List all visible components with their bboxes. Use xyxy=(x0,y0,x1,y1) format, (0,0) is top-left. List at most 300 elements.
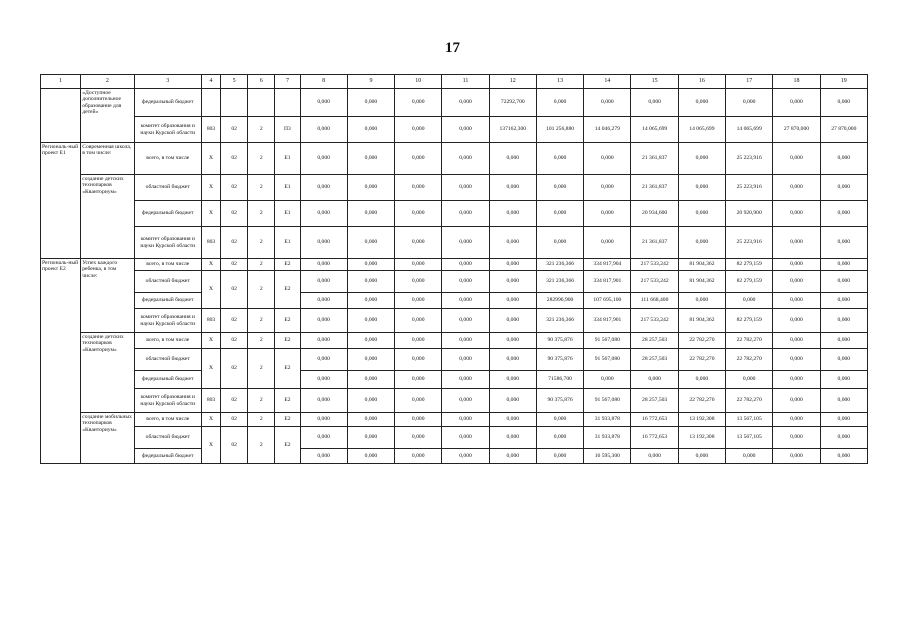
table-cell: Х xyxy=(201,201,220,227)
table-cell: федеральный бюджет xyxy=(134,201,201,227)
table-cell: 0,000 xyxy=(395,143,442,175)
table-cell: 0,000 xyxy=(726,449,773,464)
table-cell: Е2 xyxy=(275,427,300,464)
table-cell: 0,000 xyxy=(300,449,347,464)
table-cell: 0,000 xyxy=(395,309,442,333)
table-cell: 0,000 xyxy=(773,271,820,293)
table-cell: Е2 xyxy=(275,413,300,427)
table-cell: 0,000 xyxy=(489,349,536,371)
table-cell xyxy=(275,89,300,117)
table-cell: Х xyxy=(201,413,220,427)
table-cell: 0,000 xyxy=(820,371,867,389)
table-cell: 22 782,270 xyxy=(678,333,725,349)
table-cell: 0,000 xyxy=(442,309,489,333)
table-cell: 282996,900 xyxy=(536,293,583,309)
table-cell: 02 xyxy=(221,259,248,271)
table-cell: 0,000 xyxy=(678,371,725,389)
table-cell: Е1 xyxy=(275,201,300,227)
table-cell: 0,000 xyxy=(773,309,820,333)
table-cell: 0,000 xyxy=(300,389,347,413)
table-cell: 0,000 xyxy=(536,89,583,117)
table-cell: создание детских технопарков «Кванториум» xyxy=(81,333,134,413)
table-cell: 2 xyxy=(248,333,275,349)
table-cell: комитет образования и науки Курской области xyxy=(134,309,201,333)
table-cell: 02 xyxy=(221,117,248,143)
table-cell: 0,000 xyxy=(820,201,867,227)
table-cell xyxy=(221,89,248,117)
table-cell: «Доступное дополнительное образование для детей» xyxy=(81,89,134,143)
table-cell: 82 279,159 xyxy=(726,271,773,293)
table-cell: Е1 xyxy=(275,175,300,201)
table-cell: 0,000 xyxy=(395,201,442,227)
table-cell: областной бюджет xyxy=(134,271,201,293)
table-cell: 0,000 xyxy=(773,333,820,349)
column-header: 15 xyxy=(631,75,678,89)
table-cell: комитет образования и науки Курской области xyxy=(134,117,201,143)
table-cell: 13 192,308 xyxy=(678,427,725,449)
table-cell: 0,000 xyxy=(395,89,442,117)
table-cell: 2 xyxy=(248,427,275,464)
column-header: 18 xyxy=(773,75,820,89)
table-cell: 217 533,242 xyxy=(631,309,678,333)
table-cell: 0,000 xyxy=(395,227,442,259)
table-cell: Современная школа, в том числе: xyxy=(81,143,134,175)
table-cell: всего, в том числе xyxy=(134,413,201,427)
table-cell: 02 xyxy=(221,175,248,201)
column-header: 14 xyxy=(584,75,631,89)
table-cell: 0,000 xyxy=(442,271,489,293)
table-cell: 0,000 xyxy=(678,227,725,259)
table-cell: 25 223,916 xyxy=(726,227,773,259)
table-cell: 27 870,000 xyxy=(773,117,820,143)
table-cell: 21 361,837 xyxy=(631,227,678,259)
table-cell: 0,000 xyxy=(442,427,489,449)
table-cell: 2 xyxy=(248,309,275,333)
table-row xyxy=(41,371,868,389)
table-cell: 111 668,400 xyxy=(631,293,678,309)
table-cell: 02 xyxy=(221,349,248,389)
table-cell: 02 xyxy=(221,333,248,349)
table-cell: 0,000 xyxy=(489,175,536,201)
table-cell: 0,000 xyxy=(726,293,773,309)
table-cell: 0,000 xyxy=(300,293,347,309)
table-cell: 0,000 xyxy=(300,271,347,293)
table-cell: 101 256,880 xyxy=(536,117,583,143)
table-cell: 25 223,916 xyxy=(726,143,773,175)
table-cell: 02 xyxy=(221,427,248,464)
column-header: 4 xyxy=(201,75,220,89)
column-header: 19 xyxy=(820,75,867,89)
table-cell: 0,000 xyxy=(489,271,536,293)
table-cell: 0,000 xyxy=(820,227,867,259)
table-cell: 2 xyxy=(248,349,275,389)
table-cell: 0,000 xyxy=(820,449,867,464)
table-cell: 0,000 xyxy=(442,413,489,427)
table-cell: 0,000 xyxy=(300,427,347,449)
table-cell: областной бюджет xyxy=(134,175,201,201)
table-cell: 0,000 xyxy=(773,389,820,413)
table-cell: 803 xyxy=(201,309,220,333)
page-number: 17 xyxy=(445,40,460,56)
table-cell: 0,000 xyxy=(442,175,489,201)
table-cell: 2 xyxy=(248,143,275,175)
table-cell: 0,000 xyxy=(442,227,489,259)
table-cell: Е2 xyxy=(275,333,300,349)
table-cell: 0,000 xyxy=(347,427,394,449)
table-cell: 0,000 xyxy=(773,175,820,201)
table-cell: 0,000 xyxy=(300,349,347,371)
table-cell: 0,000 xyxy=(347,389,394,413)
table-cell: 0,000 xyxy=(300,309,347,333)
table-cell: 0,000 xyxy=(489,227,536,259)
table-cell: 0,000 xyxy=(678,89,725,117)
table-cell: 0,000 xyxy=(631,371,678,389)
table-cell: 81 904,362 xyxy=(678,259,725,271)
table-cell: 0,000 xyxy=(536,449,583,464)
table-row xyxy=(41,427,868,449)
table-cell: федеральный бюджет xyxy=(134,89,201,117)
table-cell: 2 xyxy=(248,175,275,201)
table-cell: Е2 xyxy=(275,389,300,413)
table-cell: Е1 xyxy=(275,143,300,175)
table-cell: 02 xyxy=(221,271,248,309)
table-cell: 0,000 xyxy=(347,89,394,117)
column-header: 1 xyxy=(41,75,81,89)
table-cell: 0,000 xyxy=(536,427,583,449)
table-cell: 0,000 xyxy=(395,333,442,349)
table-cell: 0,000 xyxy=(300,413,347,427)
table-cell: 0,000 xyxy=(489,427,536,449)
table-cell: 0,000 xyxy=(442,371,489,389)
table-cell: 0,000 xyxy=(820,259,867,271)
table-cell: Е1 xyxy=(275,227,300,259)
table-cell: 02 xyxy=(221,143,248,175)
table-cell: 0,000 xyxy=(773,259,820,271)
table-cell: 0,000 xyxy=(584,143,631,175)
table-cell: Х xyxy=(201,259,220,271)
table-cell: 0,000 xyxy=(442,293,489,309)
table-cell: 0,000 xyxy=(442,333,489,349)
table-row xyxy=(41,333,868,349)
table-cell: 0,000 xyxy=(489,389,536,413)
column-header: 17 xyxy=(726,75,773,89)
table-cell: 0,000 xyxy=(773,143,820,175)
table-cell: 02 xyxy=(221,227,248,259)
table-cell: 0,000 xyxy=(678,449,725,464)
table-cell: 0,000 xyxy=(820,389,867,413)
table-cell xyxy=(201,89,220,117)
table-cell: 71586,700 xyxy=(536,371,583,389)
table-cell: 217 533,242 xyxy=(631,259,678,271)
table-cell: 0,000 xyxy=(347,117,394,143)
table-cell: 22 782,270 xyxy=(726,389,773,413)
table-cell: 0,000 xyxy=(347,271,394,293)
table-cell: 22 782,270 xyxy=(726,349,773,371)
column-header: 13 xyxy=(536,75,583,89)
table-cell: 13 567,105 xyxy=(726,413,773,427)
column-header: 6 xyxy=(248,75,275,89)
table-cell: 0,000 xyxy=(300,333,347,349)
table-cell xyxy=(248,89,275,117)
table-row xyxy=(41,89,868,117)
table-cell: 2 xyxy=(248,117,275,143)
table-cell: 0,000 xyxy=(773,227,820,259)
table-cell: 14 065,699 xyxy=(631,117,678,143)
table-cell: 02 xyxy=(221,201,248,227)
table-cell: Успех каждого ребенка, в том числе: xyxy=(81,259,134,333)
table-cell: 0,000 xyxy=(584,89,631,117)
table-cell: 90 375,876 xyxy=(536,389,583,413)
table-cell: 20 934,600 xyxy=(631,201,678,227)
table-cell: 0,000 xyxy=(820,293,867,309)
table-cell: 0,000 xyxy=(347,143,394,175)
table-cell: 14 065,699 xyxy=(726,117,773,143)
table-cell: 0,000 xyxy=(820,271,867,293)
table-cell: 0,000 xyxy=(726,89,773,117)
table-cell: 0,000 xyxy=(300,371,347,389)
table-cell: 28 257,503 xyxy=(631,333,678,349)
table-cell: Х xyxy=(201,427,220,464)
table-row xyxy=(41,227,868,259)
table-cell: 21 361,837 xyxy=(631,175,678,201)
table-cell: Е2 xyxy=(275,259,300,271)
table-cell: 0,000 xyxy=(442,349,489,371)
table-cell: 82 279,159 xyxy=(726,259,773,271)
table-cell: 0,000 xyxy=(820,89,867,117)
table-cell: 321 236,366 xyxy=(536,309,583,333)
table-cell: 0,000 xyxy=(489,371,536,389)
table-cell: 0,000 xyxy=(395,371,442,389)
table-cell: 0,000 xyxy=(584,201,631,227)
table-cell: 0,000 xyxy=(678,293,725,309)
table-cell: 31 933,878 xyxy=(584,413,631,427)
table-cell: 0,000 xyxy=(395,449,442,464)
table-cell: всего, в том числе xyxy=(134,143,201,175)
table-row xyxy=(41,117,868,143)
table-cell: 0,000 xyxy=(347,175,394,201)
table-cell: 22 782,270 xyxy=(726,333,773,349)
table-cell: 0,000 xyxy=(347,259,394,271)
table-cell: создание детских технопарков «Кванториум» xyxy=(81,175,134,259)
table-row xyxy=(41,271,868,293)
table-cell: 91 567,080 xyxy=(584,333,631,349)
table-cell: 0,000 xyxy=(489,201,536,227)
table-cell: 0,000 xyxy=(773,89,820,117)
table-cell: 0,000 xyxy=(442,117,489,143)
table-row xyxy=(41,449,868,464)
table-cell: 0,000 xyxy=(442,201,489,227)
table-cell: Е2 xyxy=(275,349,300,389)
table-cell: Х xyxy=(201,349,220,389)
table-cell: 0,000 xyxy=(300,259,347,271)
table-cell: Х xyxy=(201,271,220,309)
table-cell: создание мобильных технопарков «Кванториум» xyxy=(81,413,134,464)
table-cell: 0,000 xyxy=(773,413,820,427)
table-cell: 137162,300 xyxy=(489,117,536,143)
table-cell: 0,000 xyxy=(395,259,442,271)
table-cell: 02 xyxy=(221,413,248,427)
column-header: 12 xyxy=(489,75,536,89)
table-cell: 02 xyxy=(221,389,248,413)
table-cell: 0,000 xyxy=(395,349,442,371)
table-cell: всего, в том числе xyxy=(134,333,201,349)
table-cell: 13 567,105 xyxy=(726,427,773,449)
table-cell: 2 xyxy=(248,201,275,227)
table-cell: 28 257,503 xyxy=(631,389,678,413)
table-cell: 0,000 xyxy=(347,349,394,371)
table-cell: 0,000 xyxy=(395,427,442,449)
table-cell: 0,000 xyxy=(631,449,678,464)
table-cell: Региональ-ный проект Е2 xyxy=(41,259,81,464)
column-header: 5 xyxy=(221,75,248,89)
table-row xyxy=(41,389,868,413)
table-cell: 0,000 xyxy=(489,293,536,309)
table-cell: 90 375,876 xyxy=(536,349,583,371)
table-cell: Х xyxy=(201,143,220,175)
table-cell: федеральный бюджет xyxy=(134,371,201,389)
budget-table xyxy=(40,74,868,464)
table-cell: 0,000 xyxy=(536,143,583,175)
table-cell: Х xyxy=(201,333,220,349)
column-header: 16 xyxy=(678,75,725,89)
column-header: 8 xyxy=(300,75,347,89)
table-cell: 321 236,366 xyxy=(536,271,583,293)
table-cell: 82 279,159 xyxy=(726,309,773,333)
table-cell: всего, в том числе xyxy=(134,259,201,271)
table-cell: Е2 xyxy=(275,271,300,309)
table-cell: 0,000 xyxy=(726,371,773,389)
table-cell: 0,000 xyxy=(489,333,536,349)
table-cell: 0,000 xyxy=(395,271,442,293)
table-cell: 0,000 xyxy=(300,143,347,175)
table-cell: 20 920,900 xyxy=(726,201,773,227)
table-cell: 0,000 xyxy=(347,309,394,333)
table-cell: 0,000 xyxy=(442,389,489,413)
table-cell: 0,000 xyxy=(347,413,394,427)
table-cell: федеральный бюджет xyxy=(134,449,201,464)
table-cell: 0,000 xyxy=(820,175,867,201)
table-cell: 13 192,308 xyxy=(678,413,725,427)
table-row xyxy=(41,293,868,309)
table-cell: 14 065,699 xyxy=(678,117,725,143)
table-cell: Х xyxy=(201,175,220,201)
table-cell: 0,000 xyxy=(773,293,820,309)
table-cell: 0,000 xyxy=(678,175,725,201)
table-cell: 90 375,876 xyxy=(536,333,583,349)
table-cell: 0,000 xyxy=(347,371,394,389)
table-cell: 803 xyxy=(201,227,220,259)
table-cell: 0,000 xyxy=(300,175,347,201)
column-header: 11 xyxy=(442,75,489,89)
table-cell: 0,000 xyxy=(631,89,678,117)
table-cell: 0,000 xyxy=(347,449,394,464)
table-cell: 0,000 xyxy=(300,89,347,117)
table-cell: 2 xyxy=(248,227,275,259)
table-cell: 16 595,300 xyxy=(584,449,631,464)
table-cell: 0,000 xyxy=(489,449,536,464)
table-cell: 0,000 xyxy=(300,117,347,143)
table-cell: 0,000 xyxy=(300,227,347,259)
table-cell: 0,000 xyxy=(584,175,631,201)
table-row xyxy=(41,309,868,333)
table-cell: 0,000 xyxy=(442,449,489,464)
table-row xyxy=(41,413,868,427)
table-cell: 0,000 xyxy=(442,259,489,271)
table-cell: 81 904,362 xyxy=(678,309,725,333)
table-cell: 0,000 xyxy=(584,371,631,389)
table-cell: 0,000 xyxy=(442,89,489,117)
table-cell: 0,000 xyxy=(395,175,442,201)
table-cell: 0,000 xyxy=(820,309,867,333)
table-cell: 0,000 xyxy=(773,449,820,464)
table-cell: 0,000 xyxy=(347,333,394,349)
table-cell: 14 046,279 xyxy=(584,117,631,143)
table-cell xyxy=(41,89,81,143)
table-cell: 0,000 xyxy=(678,201,725,227)
table-cell: Е2 xyxy=(275,309,300,333)
table-cell: 0,000 xyxy=(347,227,394,259)
table-cell: 2 xyxy=(248,413,275,427)
table-cell: 0,000 xyxy=(536,175,583,201)
table-cell: 22 782,270 xyxy=(678,389,725,413)
table-cell: 0,000 xyxy=(489,413,536,427)
table-row xyxy=(41,175,868,201)
table-cell: 0,000 xyxy=(489,143,536,175)
table-row xyxy=(41,201,868,227)
table-cell: 0,000 xyxy=(300,201,347,227)
table-cell: областной бюджет xyxy=(134,427,201,449)
table-cell: 0,000 xyxy=(347,201,394,227)
table-cell: 91 567,080 xyxy=(584,349,631,371)
table-cell: 334 817,904 xyxy=(584,259,631,271)
table-row xyxy=(41,143,868,175)
table-body xyxy=(41,75,868,464)
table-cell: 22 782,270 xyxy=(678,349,725,371)
table-cell: 0,000 xyxy=(395,117,442,143)
table-cell: 0,000 xyxy=(489,259,536,271)
header-row xyxy=(41,75,868,89)
table-cell: 321 236,366 xyxy=(536,259,583,271)
table-cell: 0,000 xyxy=(536,413,583,427)
table-cell: 2 xyxy=(248,259,275,271)
table-cell: Региональ-ный проект Е1 xyxy=(41,143,81,259)
table-cell: 0,000 xyxy=(773,427,820,449)
table-cell: 0,000 xyxy=(678,143,725,175)
table-cell: 0,000 xyxy=(820,333,867,349)
table-cell: 16 772,653 xyxy=(631,413,678,427)
table-cell: федеральный бюджет xyxy=(134,293,201,309)
table-cell: 334 817,901 xyxy=(584,309,631,333)
table-cell: 0,000 xyxy=(395,413,442,427)
table-cell: комитет образования и науки Курской области xyxy=(134,389,201,413)
table-cell: 2 xyxy=(248,389,275,413)
column-header: 2 xyxy=(81,75,134,89)
table-cell: 0,000 xyxy=(820,427,867,449)
table-cell: 0,000 xyxy=(773,201,820,227)
table-cell: 0,000 xyxy=(536,227,583,259)
column-header: 3 xyxy=(134,75,201,89)
table-cell: 0,000 xyxy=(773,349,820,371)
table-cell: 91 567,080 xyxy=(584,389,631,413)
table-cell: 0,000 xyxy=(820,349,867,371)
table-cell: 107 695,100 xyxy=(584,293,631,309)
table-cell: 334 817,901 xyxy=(584,271,631,293)
column-header: 7 xyxy=(275,75,300,89)
table-cell: П3 xyxy=(275,117,300,143)
table-cell: 0,000 xyxy=(536,201,583,227)
table-cell: 0,000 xyxy=(820,413,867,427)
table-cell: 25 223,916 xyxy=(726,175,773,201)
